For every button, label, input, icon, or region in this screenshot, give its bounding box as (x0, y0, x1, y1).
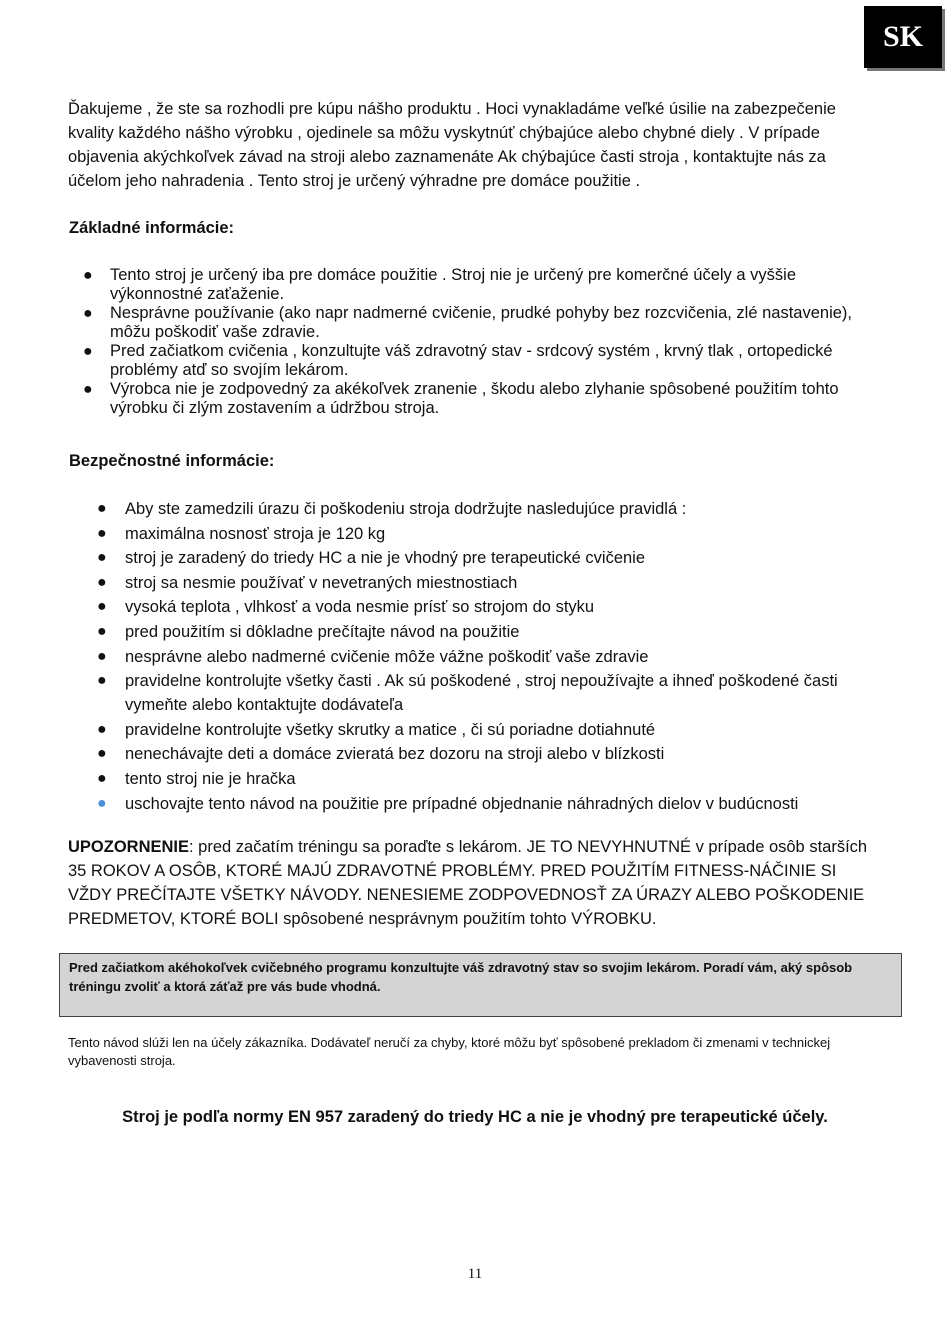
list-item: ● stroj sa nesmie používať v nevetraných miestnostiach (125, 571, 865, 595)
basic-info-list (83, 266, 890, 418)
bullet-icon: ● (97, 745, 107, 763)
intro-paragraph: Ďakujeme , že ste sa rozhodli pre kúpu nášho produktu . Hoci vynakladáme veľké úsilie na zabezpečenie kvality každého nášho výrobku , ojedinele sa môžu vyskytnúť chýbajúce alebo chybné diely . V prípade objavenia akýchkoľvek závad na stroji alebo zaznamenáte Ak chýbajúce časti stroja , kontaktujte nás za účelom jeho nahradenia . Tento stroj je určený výhradne pre domáce použitie . (68, 100, 836, 190)
bullet-icon: ● (97, 672, 107, 690)
bullet-icon: ● (97, 720, 107, 738)
list-item: ● pravidelne kontrolujte všetky časti . Ak sú poškodené , stroj nepoužívajte a ihneď poškodené časti vymeňte alebo kontaktujte dodávateľa (125, 669, 865, 717)
notice-box (59, 953, 902, 1017)
list-item: ● pravidelne kontrolujte všetky skrutky a matice , či sú poriadne dotiahnuté (125, 718, 865, 742)
list-item: ● stroj je zaradený do triedy HC a nie je vhodný pre terapeutické cvičenie (125, 546, 865, 570)
safety-info-heading: Bezpečnostné informácie: (69, 452, 275, 470)
notice-text: Pred začiatkom akéhokoľvek cvičebného programu konzultujte váš zdravotný stav so svojim lekárom. Poradí vám, aký spôsob tréningu zvoliť a ktorá záťaž pre vás bude vhodná. (69, 960, 853, 994)
bullet-icon: ● (97, 573, 107, 591)
bullet-icon: ● (83, 381, 93, 398)
bullet-icon: ● (97, 647, 107, 665)
disclaimer: Tento návod slúži len na účely zákazníka. Dodávateľ neručí za chyby, ktoré môžu byť spôsobené prekladom či zmenami v technickej vybavenosti stroja. (68, 1035, 831, 1068)
bullet-icon: ● (97, 598, 107, 616)
bullet-icon: ● (97, 794, 107, 812)
list-item: ● Tento stroj je určený iba pre domáce použitie . Stroj nie je určený pre komerčné účely a vyššie výkonnostné zaťaženie. (83, 266, 796, 303)
list-item: ● nenechávajte deti a domáce zvieratá bez dozoru na stroji alebo v blízkosti (125, 742, 865, 766)
list-item: ● maximálna nosnosť stroja je 120 kg (125, 522, 865, 546)
bullet-icon: ● (97, 622, 107, 640)
list-item: ● vysoká teplota , vlhkosť a voda nesmie prísť so strojom do styku (125, 595, 865, 619)
warning-paragraph (68, 835, 883, 931)
language-badge: SK (864, 6, 942, 68)
bullet-icon: ● (83, 267, 93, 284)
bullet-icon: ● (97, 524, 107, 542)
list-item: ● Výrobca nie je zodpovedný za akékoľvek zranenie , škodu alebo zlyhanie spôsobené použitím tohto výrobku či zlým zostavením a údržbou stroja. (83, 380, 839, 417)
bullet-icon: ● (97, 769, 107, 787)
list-item: ● uschovajte tento návod na použitie pre prípadné objednanie náhradných dielov v budúcnosti (125, 792, 865, 816)
page-number: 11 (467, 1266, 483, 1282)
bullet-icon: ● (83, 305, 93, 322)
list-item: ● Aby ste zamedzili úrazu či poškodeniu stroja dodržujte nasledujúce pravidlá : (125, 497, 865, 521)
bullet-icon: ● (83, 343, 93, 360)
list-item: ● nesprávne alebo nadmerné cvičenie môže vážne poškodiť vaše zdravie (125, 645, 865, 669)
norm-statement: Stroj je podľa normy EN 957 zaradený do triedy HC a nie je vhodný pre terapeutické účely. (122, 1108, 828, 1126)
list-item: ● Nesprávne používanie (ako napr nadmerné cvičenie, prudké pohyby bez rozcvičenia, zlé nastavenie), môžu poškodiť vaše zdravie. (83, 304, 853, 341)
list-item: ● tento stroj nie je hračka (125, 767, 865, 791)
warning-label: UPOZORNENIE (68, 838, 190, 856)
warning-text: : pred začatím tréningu sa poraďte s lekárom. JE TO NEVYHNUTNÉ v prípade osôb starších 35 ROKOV A OSÔB, KTORÉ MAJÚ ZDRAVOTNÉ PROBLÉMY. PRED POUŽITÍM FITNESS-NÁČINIE SI VŽDY PREČÍTAJTE VŠETKY NÁVODY. NENESIEME ZODPOVEDNOSŤ ZA ÚRAZY ALEBO POŠKODENIE PREDMETOV, KTORÉ BOLI spôsobené nesprávnym použitím tohto VÝROBKU. (68, 838, 868, 928)
list-item: ● pred použitím si dôkladne prečítajte návod na použitie (125, 620, 865, 644)
safety-info-list (97, 497, 865, 816)
basic-info-heading: Základné informácie: (69, 219, 235, 237)
bullet-icon: ● (97, 549, 107, 567)
bullet-icon: ● (97, 500, 107, 517)
list-item: ● Pred začiatkom cvičenia , konzultujte váš zdravotný stav - srdcový systém , krvný tlak , ortopedické problémy atď so svojím lekárom. (83, 342, 833, 379)
